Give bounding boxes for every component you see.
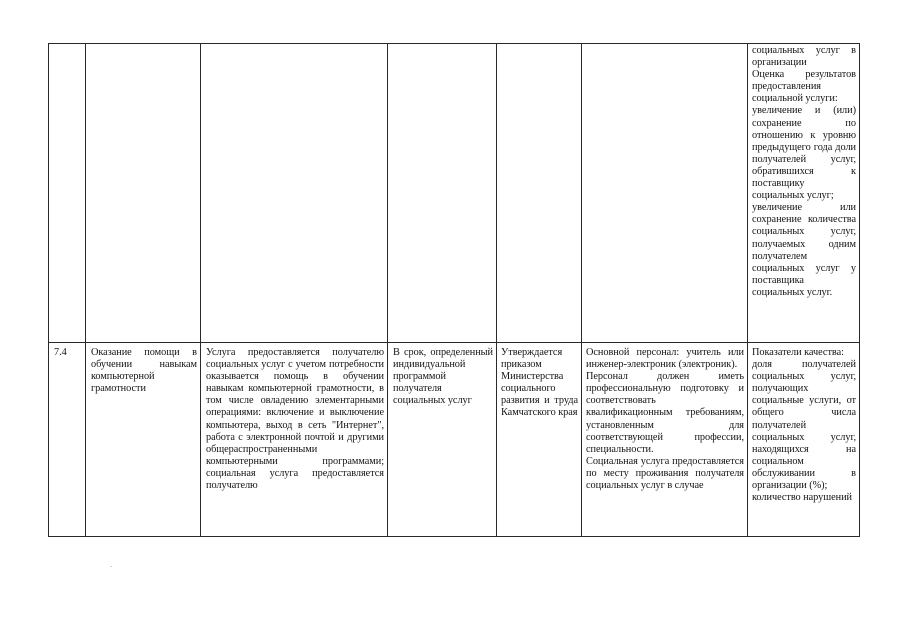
scan-speck	[110, 566, 112, 567]
column-divider	[496, 44, 497, 536]
cell-service-name: Оказание помощи в обучении навыкам компьютерной грамотности	[91, 347, 197, 395]
cell-quality-indicators: Показатели качества: доля получателей социальных услуг, получающих социальные услуги, от общего числа получателей социальных услуг, находящихся на социальном обслуживании в организации (%); количество нарушений	[752, 347, 856, 504]
cell-service-standard: Утверждается приказом Министерства социального развития и труда Камчатского края	[501, 347, 578, 419]
cell-service-term: В срок, определенный индивидуальной программой получателя социальных услуг	[393, 347, 493, 407]
column-divider	[747, 44, 748, 536]
column-divider	[581, 44, 582, 536]
column-divider	[200, 44, 201, 536]
cell-service-description: Услуга предоставляется получателю социальных услуг с учетом потребности оказывается помощь в обучении навыкам компьютерной грамотности, в том числе овладению элементарными операциями: включение и выключение компьютера, выход в сеть "Интернет", работа с электронной почтой и другими общераспространенными компьютерными программами; социальная услуга предоставляется получателю	[206, 347, 384, 492]
cell-row-number: 7.4	[54, 347, 67, 358]
services-table	[48, 43, 860, 537]
column-divider	[85, 44, 86, 536]
row-divider	[49, 342, 859, 343]
cell-service-staff: Основной персонал: учитель или инженер-электроник (электроник). Персонал должен иметь профессиональную подготовку и соответствовать квалификационным требованиям, установленным для соответствующей профессии, специальности. Социальная услуга предоставляется по месту проживания получателя социальных услуг в случае	[586, 347, 744, 492]
column-divider	[387, 44, 388, 536]
cell-quality-continued: социальных услуг в организации Оценка результатов предоставления социальной услуги: увеличение и (или) сохранение по отношению к уровню предыдущего года доли получателей услуг, обратившихся к поставщику социальных услуг; увеличение или сохранение количества социальных услуг, получаемых одним получателем социальных услуг у поставщика социальных услуг.	[752, 45, 856, 298]
